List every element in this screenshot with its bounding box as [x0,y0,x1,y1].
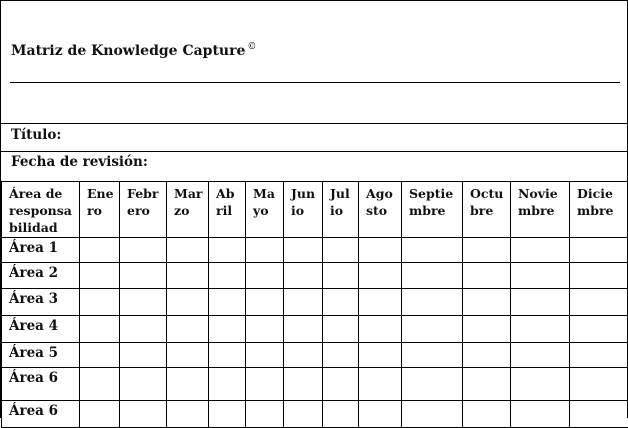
matrix-cell[interactable] [284,343,323,368]
header-text-line: yo [253,203,269,218]
matrix-cell[interactable] [463,238,511,263]
matrix-cell[interactable] [463,401,511,428]
matrix-cell[interactable] [167,316,209,343]
revision-date-row [1,151,627,181]
matrix-cell[interactable] [570,368,628,401]
matrix-cell[interactable] [167,401,209,428]
matrix-cell[interactable] [511,368,570,401]
table-row [2,368,628,401]
table-row [2,401,628,428]
matrix-cell[interactable] [284,289,323,316]
document-title [11,42,256,59]
matrix-cell[interactable] [402,316,463,343]
header-text-line: Dicie [577,186,613,201]
area-label: Área 1 [2,238,80,263]
matrix-cell[interactable] [323,401,359,428]
header-text-line: Ene [87,186,114,201]
matrix-cell[interactable] [246,343,284,368]
matrix-cell[interactable] [323,368,359,401]
matrix-cell[interactable] [323,263,359,289]
title-underline [10,82,620,83]
header-text-line: Área de [9,186,62,201]
area-label: Área 6 [2,368,80,401]
matrix-cell[interactable] [80,401,120,428]
header-text-line: responsa [9,203,72,218]
matrix-cell[interactable] [463,316,511,343]
header-month [209,182,246,238]
matrix-cell[interactable] [570,263,628,289]
matrix-cell[interactable] [463,263,511,289]
header-month [80,182,120,238]
header-month [402,182,463,238]
matrix-cell[interactable] [359,289,402,316]
matrix-cell[interactable] [209,343,246,368]
matrix-cell[interactable] [402,401,463,428]
matrix-cell[interactable] [120,289,167,316]
area-label: Área 3 [2,289,80,316]
matrix-cell[interactable] [80,263,120,289]
matrix-cell[interactable] [359,263,402,289]
matrix-cell[interactable] [570,401,628,428]
header-text-line: Novie [518,186,558,201]
matrix-cell[interactable] [167,263,209,289]
matrix-cell[interactable] [511,401,570,428]
matrix-cell[interactable] [80,238,120,263]
header-month [120,182,167,238]
table-row [2,316,628,343]
matrix-cell[interactable] [284,401,323,428]
header-text-line: mbre [409,203,446,218]
month-header-row [2,182,628,238]
matrix-cell[interactable] [359,238,402,263]
matrix-cell[interactable] [511,263,570,289]
matrix-cell[interactable] [120,238,167,263]
header-text-line: Ma [253,186,275,201]
table-row [2,263,628,289]
matrix-cell[interactable] [246,238,284,263]
header-area [2,182,80,238]
matrix-cell[interactable] [246,263,284,289]
matrix-cell[interactable] [284,316,323,343]
revision-date-label: Fecha de revisión: [11,154,148,170]
header-text-line: io [291,203,304,218]
matrix-cell[interactable] [209,238,246,263]
matrix-cell[interactable] [570,316,628,343]
header-month [167,182,209,238]
matrix-cell[interactable] [284,238,323,263]
matrix-cell[interactable] [323,289,359,316]
matrix-cell[interactable] [402,289,463,316]
header-month [323,182,359,238]
header-text-line: Mar [174,186,203,201]
header-text-line: Ab [216,186,234,201]
matrix-cell[interactable] [246,316,284,343]
matrix-cell[interactable] [80,368,120,401]
matrix-cell[interactable] [463,368,511,401]
copyright-mark: © [247,42,256,52]
matrix-cell[interactable] [120,263,167,289]
header-month [284,182,323,238]
title-text: Matriz de Knowledge Capture [11,43,245,59]
header-text-line: bre [470,203,493,218]
matrix-cell[interactable] [120,401,167,428]
table-row [2,343,628,368]
area-label: Área 2 [2,263,80,289]
matrix-cell[interactable] [570,289,628,316]
header-text-line: Septie [409,186,453,201]
header-text-line: io [330,203,343,218]
matrix-cell[interactable] [246,289,284,316]
matrix-cell[interactable] [323,316,359,343]
header-text-line: mbre [518,203,555,218]
header-text-line: ril [216,203,232,218]
matrix-cell[interactable] [402,263,463,289]
header-month [463,182,511,238]
matrix-cell[interactable] [120,343,167,368]
header-text-line: zo [174,203,189,218]
matrix-cell[interactable] [167,343,209,368]
matrix-cell[interactable] [167,289,209,316]
header-text-line: Ago [366,186,393,201]
header-text-line: Jun [291,186,315,201]
area-label: Área 4 [2,316,80,343]
matrix-cell[interactable] [402,368,463,401]
header-text-line: ero [127,203,150,218]
responsibility-matrix [1,181,628,428]
matrix-cell[interactable] [511,238,570,263]
matrix-cell[interactable] [511,343,570,368]
matrix-cell[interactable] [209,368,246,401]
matrix-cell[interactable] [209,263,246,289]
header-text-line: mbre [577,203,614,218]
header-text-line: bilidad [9,220,58,235]
matrix-cell[interactable] [359,316,402,343]
matrix-cell[interactable] [209,316,246,343]
matrix-cell[interactable] [402,343,463,368]
matrix-cell[interactable] [80,289,120,316]
matrix-cell[interactable] [80,316,120,343]
matrix-cell[interactable] [284,368,323,401]
header-text-line: Octu [470,186,503,201]
matrix-cell[interactable] [209,401,246,428]
header-text-line: sto [366,203,387,218]
matrix-cell[interactable] [359,368,402,401]
matrix-cell[interactable] [167,238,209,263]
table-row [2,238,628,263]
matrix-cell[interactable] [359,401,402,428]
header-text-line: Jul [330,186,350,201]
matrix-cell[interactable] [359,343,402,368]
matrix-cell[interactable] [120,368,167,401]
matrix-cell[interactable] [511,289,570,316]
header-text-line: Febr [127,186,158,201]
title-field-row [1,123,627,151]
matrix-cell[interactable] [463,289,511,316]
area-label: Área 6 [2,401,80,428]
header-month [570,182,628,238]
header-text-line: ro [87,203,102,218]
matrix-cell[interactable] [209,289,246,316]
matrix-cell[interactable] [511,316,570,343]
matrix-cell[interactable] [167,368,209,401]
matrix-cell[interactable] [570,238,628,263]
matrix-cell[interactable] [246,368,284,401]
matrix-cell[interactable] [570,343,628,368]
header-month [246,182,284,238]
matrix-cell[interactable] [402,238,463,263]
table-row [2,289,628,316]
matrix-cell[interactable] [120,316,167,343]
header-month [359,182,402,238]
title-field-label: Título: [11,127,61,143]
matrix-cell[interactable] [80,343,120,368]
matrix-body [2,238,628,428]
header-month [511,182,570,238]
matrix-cell[interactable] [323,343,359,368]
matrix-cell[interactable] [463,343,511,368]
matrix-cell[interactable] [246,401,284,428]
matrix-cell[interactable] [284,263,323,289]
area-label: Área 5 [2,343,80,368]
matrix-cell[interactable] [323,238,359,263]
